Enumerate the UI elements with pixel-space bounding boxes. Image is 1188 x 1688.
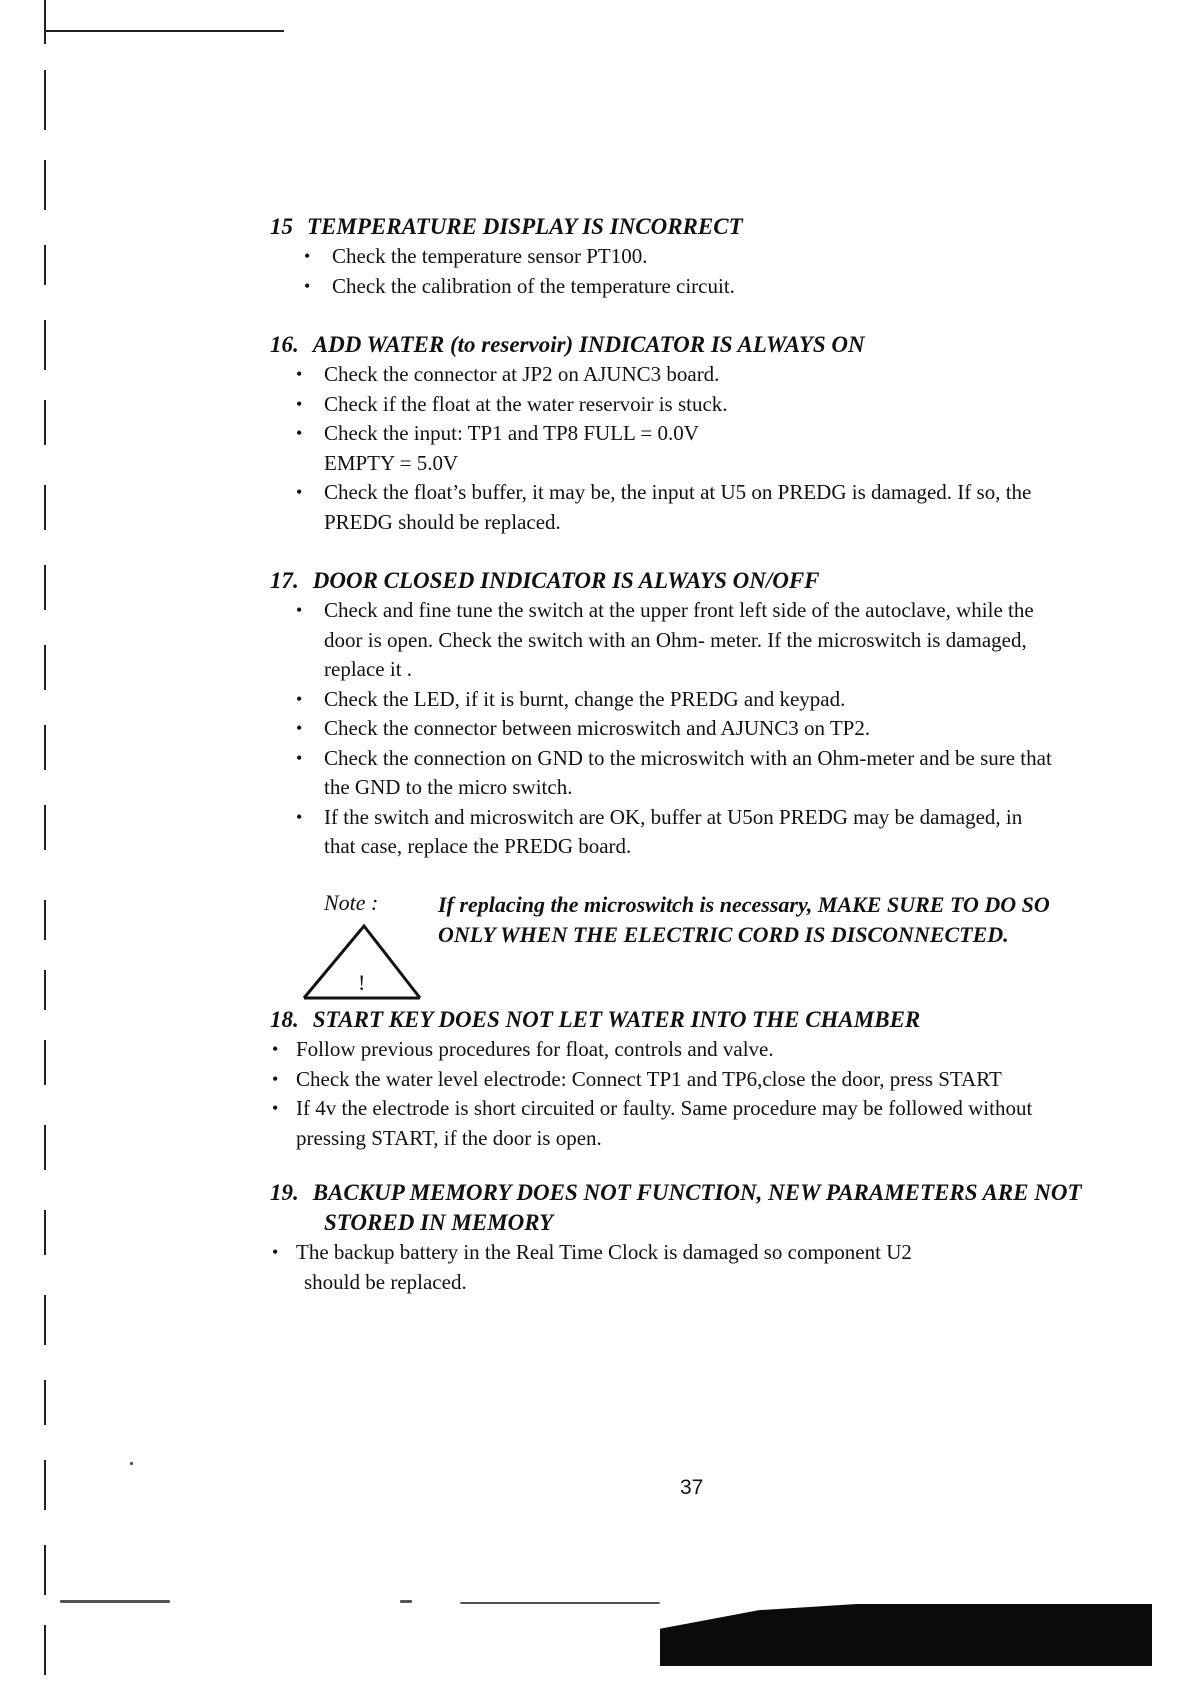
left-binding-line bbox=[44, 565, 46, 610]
list-item: • Check the temperature sensor PT100. bbox=[278, 242, 1170, 272]
list-item: • Check the connector at JP2 on AJUNC3 board. bbox=[270, 360, 1170, 390]
left-binding-line bbox=[44, 645, 46, 690]
left-binding-line bbox=[44, 1125, 46, 1170]
left-binding-line bbox=[44, 970, 46, 1010]
left-binding-line bbox=[44, 1210, 46, 1255]
bullet-list bbox=[270, 1035, 1170, 1153]
bullet-icon: • bbox=[296, 364, 303, 384]
section-heading bbox=[270, 330, 1170, 360]
section-title-continued: STORED IN MEMORY bbox=[324, 1210, 554, 1235]
section-17 bbox=[270, 566, 1170, 862]
scan-speck bbox=[460, 1602, 660, 1604]
list-item: • The backup battery in the Real Time Clock is damaged so component U2 should be replaced. bbox=[272, 1240, 912, 1294]
section-number: 16. bbox=[270, 332, 299, 357]
section-number: 19. bbox=[270, 1180, 299, 1205]
page-number: 37 bbox=[680, 1476, 704, 1499]
section-number: 15 bbox=[270, 214, 293, 239]
section-16 bbox=[270, 330, 1170, 537]
left-binding-line bbox=[44, 70, 46, 130]
warning-triangle-icon bbox=[296, 920, 424, 1002]
scan-speck bbox=[60, 1600, 170, 1603]
section-number: 17. bbox=[270, 568, 299, 593]
left-binding-line bbox=[44, 160, 46, 210]
bullet-icon: • bbox=[272, 1098, 279, 1118]
bullet-icon: • bbox=[272, 1068, 279, 1089]
left-binding-line bbox=[44, 1380, 46, 1425]
list-item: • Check if the float at the water reservoir is stuck. bbox=[270, 390, 1170, 420]
left-binding-line bbox=[44, 1625, 46, 1675]
scan-speck bbox=[400, 1600, 412, 1603]
bullet-list bbox=[270, 596, 1170, 862]
list-item: • Check the float’s buffer, it may be, the input at U5 on PREDG is damaged. If so, the PREDG should be replaced. bbox=[296, 480, 1032, 534]
bullet-icon: • bbox=[296, 688, 303, 709]
list-item: • Check the connection on GND to the microswitch with an Ohm-meter and be sure that the GND to the micro switch. bbox=[296, 745, 1052, 799]
section-number: 18. bbox=[270, 1007, 299, 1032]
section-heading bbox=[270, 566, 1170, 596]
list-item: • Follow previous procedures for float, controls and valve. bbox=[270, 1035, 1170, 1065]
left-binding-line bbox=[44, 485, 46, 530]
list-item: • If 4v the electrode is short circuited or faulty. Same procedure may be followed without pressing START, if the door is open. bbox=[272, 1096, 1033, 1150]
bullet-icon: • bbox=[296, 393, 303, 414]
section-title: TEMPERATURE DISPLAY IS INCORRECT bbox=[307, 214, 743, 239]
list-item: • Check the connector between microswitch and AJUNC3 on TP2. bbox=[270, 714, 1170, 744]
bullet-list bbox=[270, 1238, 1170, 1297]
section-18 bbox=[270, 1005, 1170, 1153]
left-binding-line bbox=[44, 0, 46, 44]
left-binding-line bbox=[44, 400, 46, 445]
top-rule bbox=[44, 30, 284, 32]
warning-exclamation: ! bbox=[358, 970, 366, 995]
bullet-icon: • bbox=[296, 718, 303, 738]
left-binding-line bbox=[44, 1460, 46, 1510]
list-item: • Check and fine tune the switch at the upper front left side of the autoclave, while the door is open. Check the switch with an Ohm- meter. If the microswitch is damaged, replace it . bbox=[296, 598, 1034, 681]
section-heading bbox=[270, 1178, 1170, 1208]
list-item: • Check the calibration of the temperature circuit. bbox=[278, 272, 1170, 302]
left-binding-line bbox=[44, 900, 46, 940]
bullet-icon: • bbox=[296, 600, 303, 620]
bullet-icon: • bbox=[304, 246, 311, 266]
bullet-icon: • bbox=[296, 482, 303, 502]
list-item: • Check the LED, if it is burnt, change the PREDG and keypad. bbox=[270, 685, 1170, 715]
list-item: • If the switch and microswitch are OK, buffer at U5on PREDG may be damaged, in that case, replace the PREDG board. bbox=[296, 804, 1023, 858]
left-binding-line bbox=[44, 320, 46, 370]
scan-speck bbox=[130, 1462, 133, 1465]
bullet-icon: • bbox=[296, 806, 303, 827]
list-item: • Check the input: TP1 and TP8 FULL = 0.0V EMPTY = 5.0V bbox=[296, 421, 699, 475]
bullet-icon: • bbox=[296, 423, 303, 443]
left-binding-line bbox=[44, 805, 46, 850]
section-heading bbox=[270, 212, 1170, 242]
bullet-icon: • bbox=[304, 275, 311, 296]
left-binding-line bbox=[44, 1295, 46, 1345]
left-binding-line bbox=[44, 1545, 46, 1595]
list-item: • Check the water level electrode: Connect TP1 and TP6,close the door, press START bbox=[270, 1065, 1170, 1095]
section-15 bbox=[270, 212, 1170, 301]
bullet-icon: • bbox=[296, 747, 303, 768]
section-19 bbox=[270, 1178, 1170, 1297]
left-binding-line bbox=[44, 725, 46, 770]
note-label: Note : bbox=[324, 890, 379, 915]
note-text: If replacing the microswitch is necessary, MAKE SURE TO DO SO ONLY WHEN THE ELECTRIC CORD IS DISCONNECTED. bbox=[438, 892, 1050, 947]
scan-artifact-bar bbox=[660, 1604, 1152, 1666]
section-title: START KEY DOES NOT LET WATER INTO THE CHAMBER bbox=[312, 1007, 921, 1032]
section-title: DOOR CLOSED INDICATOR IS ALWAYS ON/OFF bbox=[312, 568, 820, 593]
warning-note bbox=[296, 890, 1176, 1010]
section-heading bbox=[270, 1005, 1170, 1035]
bullet-icon: • bbox=[272, 1039, 279, 1059]
bullet-list bbox=[270, 360, 1170, 537]
left-binding-line bbox=[44, 1040, 46, 1085]
left-binding-line bbox=[44, 245, 46, 285]
bullet-list bbox=[278, 242, 1170, 301]
bullet-icon: • bbox=[272, 1242, 279, 1262]
section-title: BACKUP MEMORY DOES NOT FUNCTION, NEW PARAMETERS ARE NOT bbox=[312, 1180, 1082, 1205]
section-title: ADD WATER (to reservoir) INDICATOR IS ALWAYS ON bbox=[312, 332, 865, 357]
